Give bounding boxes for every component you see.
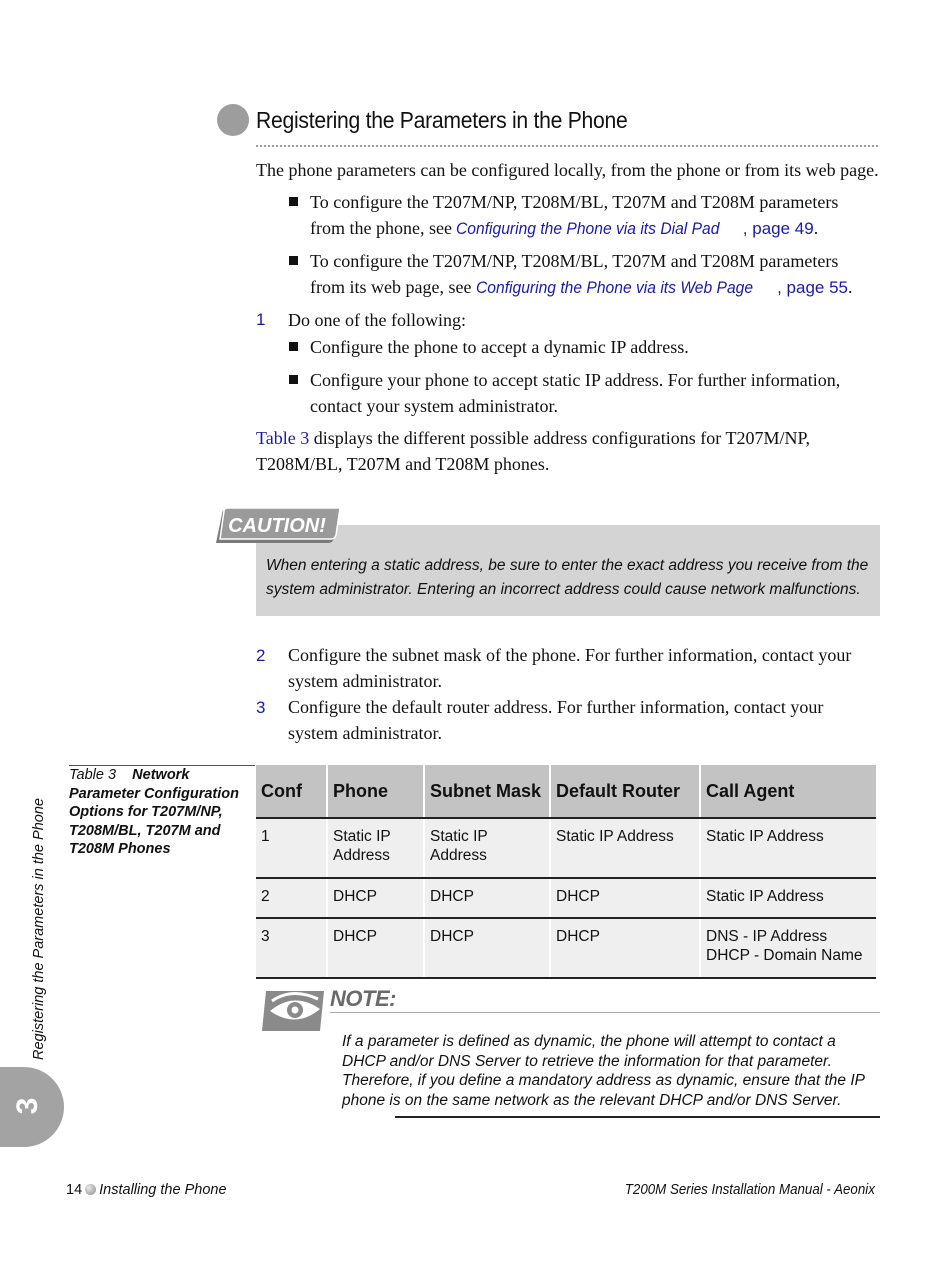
table-cell: Static IP Address [700,878,876,918]
table-reference-paragraph [256,425,810,477]
dotted-divider [256,145,878,147]
footer-bullet-icon [85,1184,96,1195]
eye-icon [262,989,326,1033]
table-header-phone: Phone [327,765,424,818]
config-bullet-2-line2 [310,274,853,301]
table-cell: DHCP [327,918,424,978]
config-bullet-2-end: . [848,277,853,297]
config-bullet-2-line1: To configure the T207M/NP, T208M/BL, T207M and T208M parameters [310,251,839,271]
note-bottom-rule [395,1116,880,1118]
step-2-line1: Configure the subnet mask of the phone. For further information, contact your [288,645,852,665]
step-2-line2: system administrator. [288,671,442,691]
step-number: 2 [256,646,266,665]
step-1-bullet-2 [310,367,840,419]
step-1-bullet-1: Configure the phone to accept a dynamic IP address. [310,337,689,357]
table-caption-label: Table 3 [69,767,117,783]
table-cell: Static IP Address [424,818,550,878]
caution-label: CAUTION! [228,515,326,537]
dial-pad-link[interactable]: Configuring the Phone via its Dial Pad [456,219,720,238]
web-page-link[interactable]: Configuring the Phone via its Web Page [475,278,754,297]
table-cell: 1 [256,818,327,878]
bullet-icon [289,197,298,206]
caution-badge-icon [214,508,340,544]
table-header-row [256,765,876,818]
web-page-page-link[interactable]: , page 55 [777,278,849,297]
config-bullet-1-line1: To configure the T207M/NP, T208M/BL, T207M and T208M parameters [310,192,839,212]
table-header-subnet-mask: Subnet Mask [424,765,550,818]
table-reference-text: displays the different possible address configurations for T207M/NP, [309,428,810,448]
step-number: 1 [256,310,266,329]
page-number: 14 [66,1182,83,1198]
config-bullet-1-prefix: from the phone, see [310,218,457,238]
note-rule [330,1012,880,1013]
section-bullet-icon [217,104,249,136]
dial-pad-page-link[interactable]: , page 49 [742,219,814,238]
caution-text: When entering a static address, be sure to enter the exact address you receive from the system administrator. Entering an incorrect address could cause network malfunctions. [266,557,869,598]
footer-left [66,1182,227,1198]
table-cell: 3 [256,918,327,978]
config-bullet-2-prefix: from its web page, see [310,277,476,297]
footer-section: Installing the Phone [99,1182,227,1198]
step-3-line1: Configure the default router address. For further information, contact your [288,697,824,717]
table-cell: DHCP [550,918,700,978]
note-label: NOTE: [330,986,396,1011]
bullet-icon [289,342,298,351]
table-cell: DHCP [327,878,424,918]
bullet-icon [289,375,298,384]
footer-manual-title: T200M Series Installation Manual - Aeonix [624,1182,875,1198]
table-3-link[interactable]: Table 3 [256,428,310,448]
step-3-line2: system administrator. [288,723,442,743]
table-cell: DHCP [550,878,700,918]
table-cell: DHCP [424,918,550,978]
table-reference-line1 [256,425,810,451]
table-cell [700,918,876,978]
table-cell-line: DHCP - Domain Name [706,947,863,964]
config-bullet-1 [310,189,838,242]
chapter-number: 3 [11,1097,44,1115]
table-row [256,918,876,978]
table-cell: Static IP Address [550,818,700,878]
config-bullet-1-line2 [310,215,838,242]
table-caption-title: Network Parameter Configuration Options for T207M/NP, T208M/BL, T207M and T208M Phones [69,767,239,857]
table-cell: Static IP Address [700,818,876,878]
section-title: Registering the Parameters in the Phone [256,107,628,133]
note-text: If a parameter is defined as dynamic, the phone will attempt to contact a DHCP and/or DNS Server to retrieve the information for that parameter. Therefore, if you define a mandatory address as dynamic, ensure that the IP phone is on the same network as the relevant DHCP and/or DNS Server. [342,1033,865,1109]
step-1-bullet-2-line1: Configure your phone to accept static IP address. For further information, [310,370,841,390]
table-header-call-agent: Call Agent [700,765,876,818]
table-header-conf: Conf [256,765,327,818]
config-bullet-1-end: . [813,218,819,238]
table-header-default-router: Default Router [550,765,700,818]
table-row [256,818,876,878]
table-caption [69,766,255,859]
bullet-icon [289,256,298,265]
side-chapter-title: Registering the Parameters in the Phone [31,798,47,1060]
table-row [256,878,876,918]
config-bullet-2 [310,248,853,301]
step-1-text: Do one of the following: [288,310,466,330]
table-cell: 2 [256,878,327,918]
step-number: 3 [256,698,266,717]
network-parameter-table [256,765,876,979]
table-cell-line: DNS - IP Address [706,928,828,945]
step-1-bullet-2-line2: contact your system administrator. [310,396,558,416]
table-cell: DHCP [424,878,550,918]
table-cell: Static IP Address [327,818,424,878]
step-2-text [288,642,851,694]
table-reference-line2: T208M/BL, T207M and T208M phones. [256,454,550,474]
step-3-text [288,694,823,746]
intro-paragraph: The phone parameters can be configured locally, from the phone or from its web page. [256,160,879,180]
